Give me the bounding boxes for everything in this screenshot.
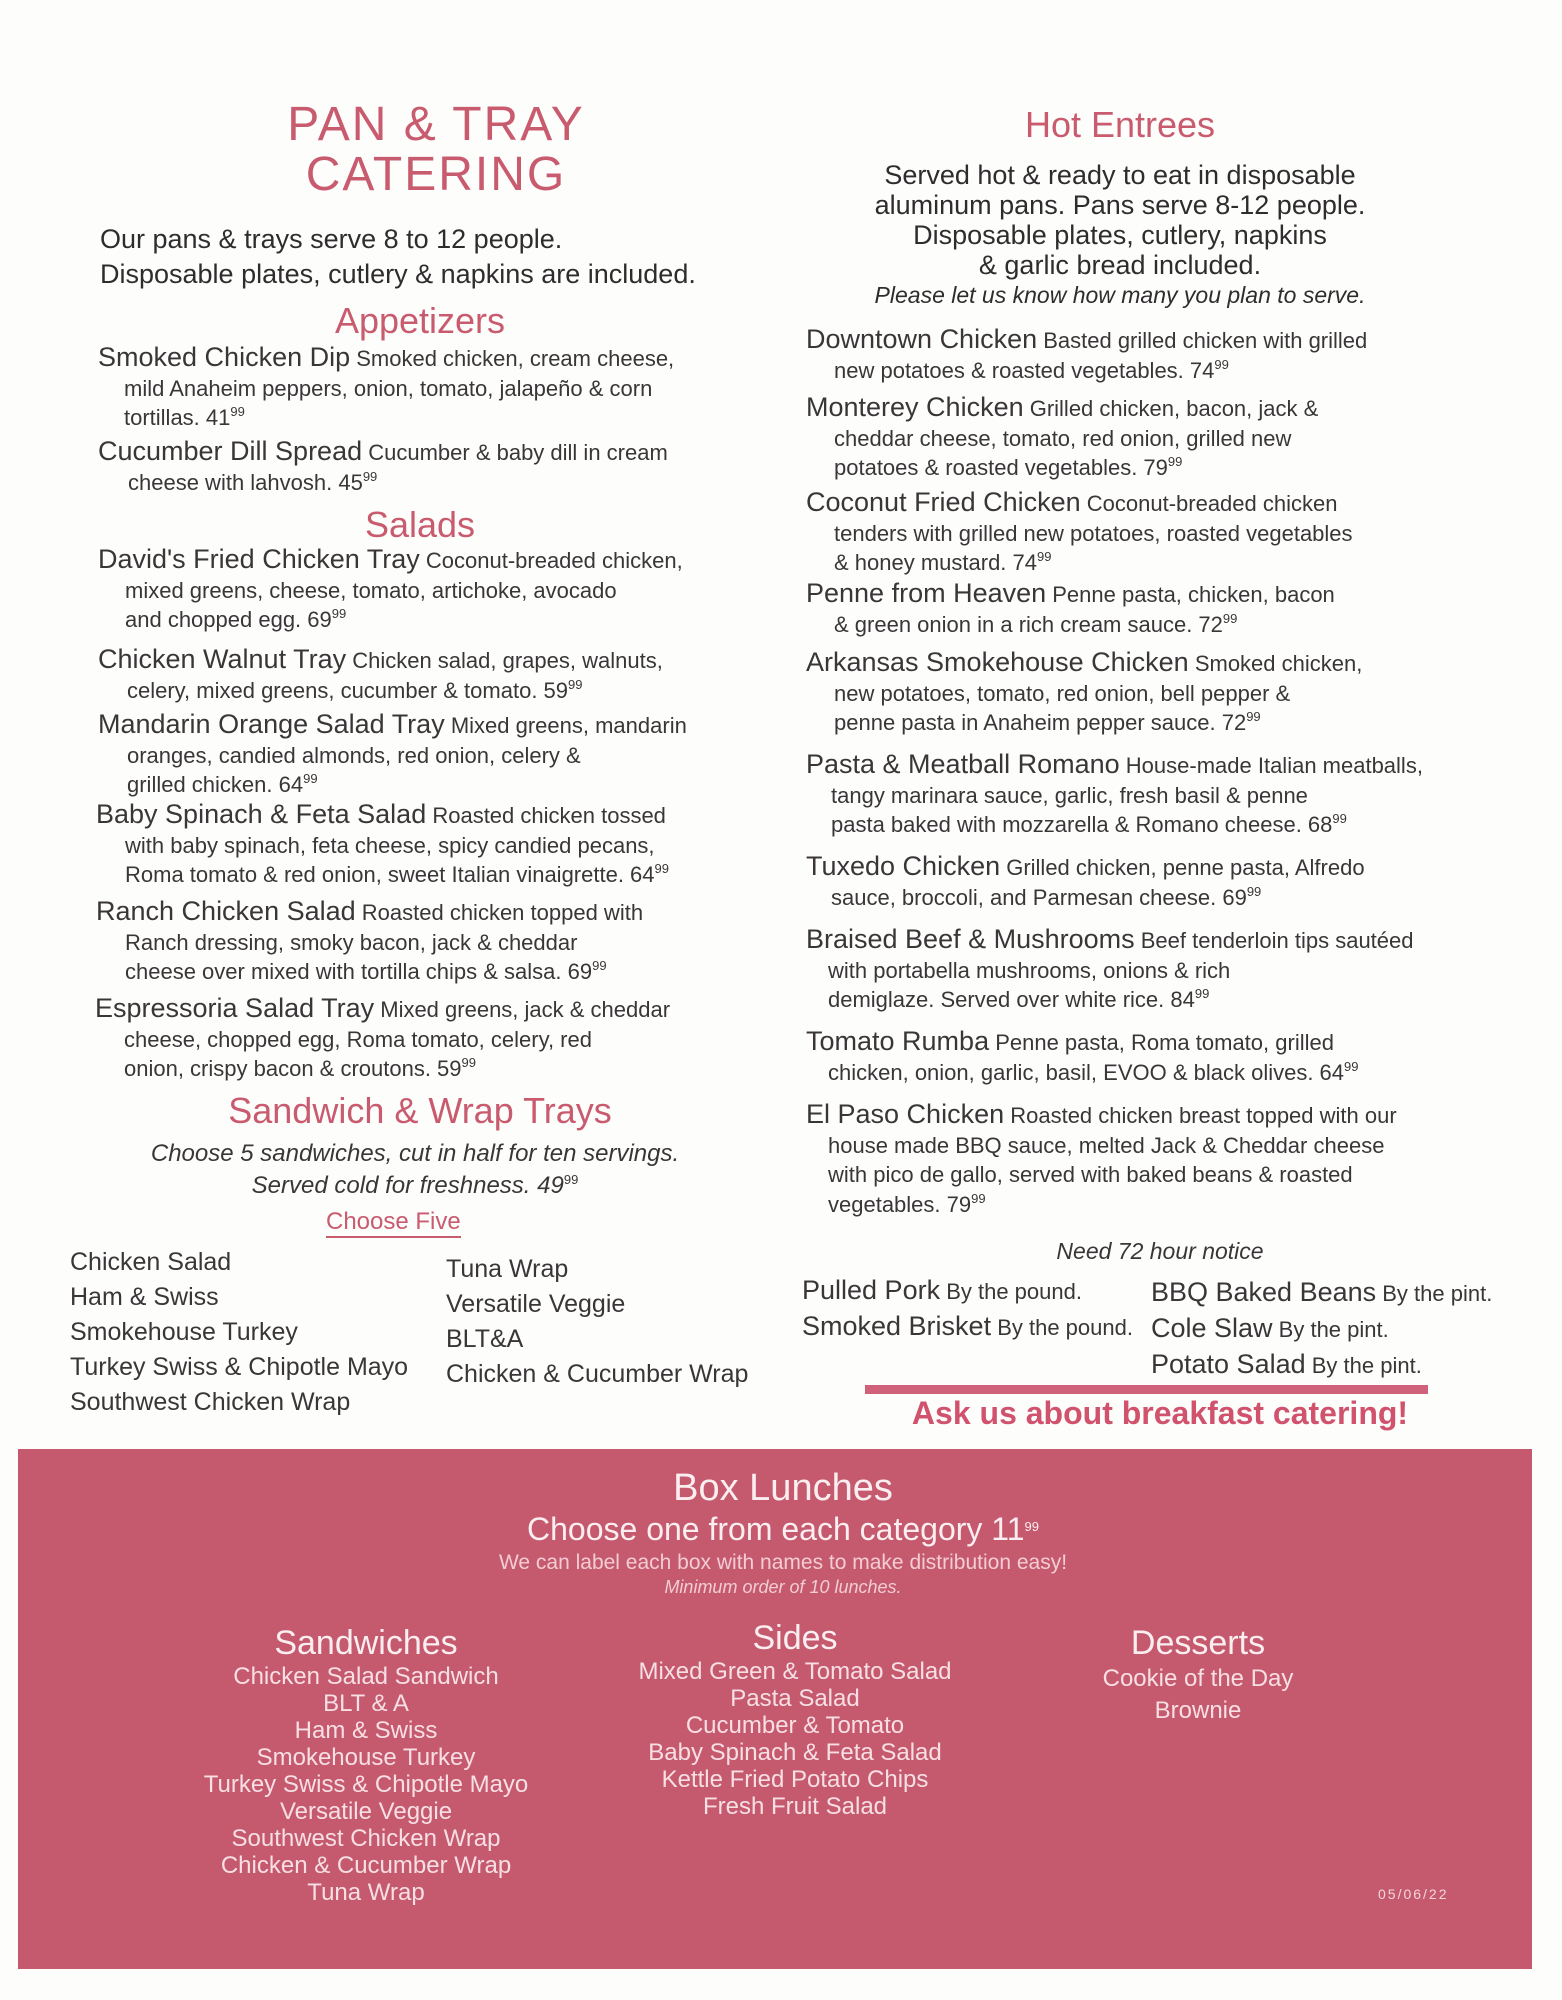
item-desc: with baby spinach, feta cheese, spicy candied pecans,: [125, 832, 655, 858]
item-name: Monterey Chicken: [806, 392, 1024, 422]
item-name: Smoked Chicken Dip: [98, 342, 351, 372]
item-price: tortillas. 41: [124, 405, 231, 430]
sandwich-list-1: [70, 1245, 408, 1420]
item-desc: house made BBQ sauce, melted Jack & Cheddar cheese: [828, 1132, 1385, 1158]
price-cents: 99: [362, 468, 378, 484]
item-price: & honey mustard. 74: [834, 550, 1038, 575]
box-sides: [595, 1619, 995, 1820]
menu-item: [806, 325, 1526, 385]
item-name: Pulled Pork: [802, 1275, 941, 1305]
price-cents: 99: [230, 404, 245, 419]
item-price: Roma tomato & red onion, sweet Italian vinaigrette. 64: [125, 862, 655, 887]
box-note: We can label each box with names to make distribution easy!: [498, 1551, 1068, 1574]
list-item: Mixed Green & Tomato Salad: [638, 1658, 952, 1685]
item-desc: cheddar cheese, tomato, red onion, grilled new: [834, 425, 1292, 451]
hot-entrees-heading: Hot Entrees: [1024, 104, 1216, 145]
menu-item: [96, 897, 786, 987]
sandwich-note: [70, 1138, 760, 1202]
item-desc: Smoked chicken,: [1188, 651, 1363, 676]
breakfast-callout: Ask us about breakfast catering!: [911, 1395, 1409, 1431]
notice-list-left: [802, 1273, 1162, 1345]
menu-item: [806, 648, 1526, 738]
list-item: Chicken Salad Sandwich: [233, 1663, 499, 1690]
hot-intro-line: Served hot & ready to eat in disposable: [884, 160, 1356, 190]
menu-item: [806, 750, 1546, 840]
item-desc: Beef tenderloin tips sautéed: [1134, 928, 1414, 953]
menu-item: [806, 925, 1526, 1015]
item-desc: oranges, candied almonds, red onion, celery &: [127, 742, 581, 768]
price-cents: 99: [331, 606, 347, 621]
sandwich-note-line: Choose 5 sandwiches, cut in half for ten servings.: [150, 1140, 680, 1167]
menu-item: [806, 579, 1526, 639]
item-name: Downtown Chicken: [806, 324, 1038, 354]
item-name: Chicken Walnut Tray: [98, 644, 347, 674]
list-item: Cucumber & Tomato: [685, 1712, 905, 1739]
item-desc: new potatoes, tomato, red onion, bell pepper &: [834, 680, 1291, 706]
item-desc: mixed greens, cheese, tomato, artichoke, avocado: [125, 577, 617, 603]
item-desc: Roasted chicken tossed: [426, 803, 666, 828]
price-cents: 99: [1246, 883, 1262, 899]
item-desc: Mixed greens, mandarin: [444, 713, 687, 738]
box-minimum: Minimum order of 10 lunches.: [664, 1577, 902, 1597]
item-unit: By the pound.: [940, 1279, 1082, 1304]
item-name: Penne from Heaven: [806, 578, 1047, 608]
item-desc: Chicken salad, grapes, walnuts,: [346, 648, 663, 673]
list-item: Turkey Swiss & Chipotle Mayo: [203, 1771, 529, 1798]
box-desserts: [1018, 1624, 1378, 1727]
desserts-heading: Desserts: [1130, 1624, 1266, 1662]
price-cents: 99: [971, 1190, 986, 1206]
list-item: Chicken & Cucumber Wrap: [220, 1852, 512, 1879]
notice-heading: Need 72 hour notice: [1056, 1238, 1264, 1264]
item-name: Coconut Fried Chicken: [806, 487, 1081, 517]
item-desc: Penne pasta, Roma tomato, grilled: [989, 1030, 1334, 1055]
price-cents: 99: [568, 676, 583, 692]
list-item: Versatile Veggie: [446, 1290, 626, 1318]
box-price: Choose one from each category 11: [527, 1511, 1025, 1547]
price-cents: 99: [563, 1172, 579, 1187]
item-desc: Smoked chicken, cream cheese,: [350, 346, 675, 371]
price-cents: 99: [1344, 1058, 1359, 1074]
list-item: Chicken & Cucumber Wrap: [446, 1360, 749, 1388]
item-name: Smoked Brisket: [802, 1311, 992, 1341]
price-cents: 99: [1246, 709, 1261, 724]
item-price: vegetables. 79: [828, 1191, 972, 1217]
divider: [865, 1385, 1428, 1394]
menu-item: [806, 852, 1526, 912]
item-name: Pasta & Meatball Romano: [806, 749, 1120, 779]
list-item: Kettle Fried Potato Chips: [661, 1766, 929, 1793]
item-desc: Roasted chicken topped with: [355, 900, 644, 925]
item-name: Mandarin Orange Salad Tray: [98, 709, 445, 739]
list-item: BLT & A: [323, 1690, 409, 1717]
menu-item: [98, 645, 778, 705]
item-price: new potatoes & roasted vegetables. 74: [834, 357, 1215, 383]
item-name: Tuxedo Chicken: [806, 851, 1001, 881]
menu-item: [95, 994, 785, 1084]
price-cents: 99: [1194, 986, 1210, 1001]
list-item: Pasta Salad: [730, 1685, 860, 1712]
sandwiches-heading: Sandwiches: [274, 1624, 458, 1662]
item-price: onion, crispy bacon & croutons. 59: [124, 1056, 462, 1081]
item-desc: Grilled chicken, bacon, jack &: [1023, 396, 1319, 421]
title-line-2: CATERING: [305, 148, 567, 201]
list-item: BLT&A: [446, 1325, 524, 1353]
item-desc: tangy marinara sauce, garlic, fresh basil & penne: [831, 782, 1308, 808]
title-line-1: PAN & TRAY: [287, 98, 585, 151]
item-name: Cucumber Dill Spread: [98, 436, 363, 466]
menu-item: [806, 1027, 1526, 1087]
choose-five-label: Choose Five: [326, 1208, 461, 1238]
item-desc: Coconut-breaded chicken,: [419, 548, 683, 573]
menu-item: [96, 800, 786, 890]
menu-item: [806, 488, 1526, 578]
price-cents: 99: [1037, 549, 1052, 564]
list-item: Cookie of the Day: [1102, 1665, 1294, 1692]
list-item: Smokehouse Turkey: [70, 1318, 298, 1346]
item-unit: By the pint.: [1305, 1353, 1422, 1378]
list-item: Smokehouse Turkey: [256, 1744, 476, 1771]
price-cents: 99: [1167, 454, 1183, 469]
hot-intro-line: & garlic bread included.: [978, 250, 1262, 280]
item-name: Tomato Rumba: [806, 1026, 990, 1056]
price-cents: 99: [303, 771, 318, 786]
list-item: Baby Spinach & Feta Salad: [648, 1739, 942, 1766]
list-item: Versatile Veggie: [279, 1798, 453, 1825]
list-item: Turkey Swiss & Chipotle Mayo: [70, 1353, 409, 1381]
item-name: BBQ Baked Beans: [1151, 1277, 1377, 1307]
item-name: Braised Beef & Mushrooms: [806, 924, 1135, 954]
hot-intro-line: aluminum pans. Pans serve 8-12 people.: [874, 190, 1366, 220]
item-desc: Roasted chicken breast topped with our: [1004, 1103, 1397, 1128]
box-subheading: [18, 1511, 1548, 1548]
item-price: cheese with lahvosh. 45: [128, 469, 363, 495]
price-cents: 99: [1222, 610, 1238, 626]
salads-heading: Salads: [364, 504, 476, 545]
item-price: chicken, onion, garlic, basil, EVOO & black olives. 64: [828, 1059, 1345, 1085]
hot-intro: [800, 160, 1440, 310]
page-title: [236, 100, 636, 200]
item-name: Potato Salad: [1151, 1349, 1306, 1379]
menu-item: [98, 437, 778, 497]
item-desc: Penne pasta, chicken, bacon: [1046, 582, 1335, 607]
sandwich-price: Served cold for freshness. 49: [251, 1172, 564, 1199]
item-price: grilled chicken. 64: [127, 772, 304, 797]
box-lunches-panel: [18, 1449, 1532, 1969]
item-name: Baby Spinach & Feta Salad: [96, 799, 427, 829]
hot-intro-note: Please let us know how many you plan to serve.: [874, 282, 1366, 308]
item-unit: By the pound.: [991, 1315, 1133, 1340]
item-name: David's Fried Chicken Tray: [98, 544, 420, 574]
item-desc: Coconut-breaded chicken: [1080, 491, 1338, 516]
item-price: pasta baked with mozzarella & Romano cheese. 68: [831, 812, 1333, 837]
list-item: Southwest Chicken Wrap: [70, 1388, 351, 1416]
item-price: cheese over mixed with tortilla chips & salsa. 69: [125, 959, 593, 984]
item-name: Ranch Chicken Salad: [96, 896, 356, 926]
list-item: Brownie: [1154, 1697, 1242, 1724]
appetizers-heading: Appetizers: [334, 300, 506, 341]
list-item: Chicken Salad: [70, 1248, 232, 1276]
item-price: penne pasta in Anaheim pepper sauce. 72: [834, 710, 1247, 735]
price-cents: 99: [1024, 1519, 1039, 1534]
menu-item: [98, 545, 778, 635]
price-cents: 99: [461, 1055, 476, 1070]
item-desc: with pico de gallo, served with baked beans & roasted: [828, 1162, 1353, 1187]
item-name: El Paso Chicken: [806, 1099, 1005, 1129]
list-item: Ham & Swiss: [294, 1717, 438, 1744]
item-name: Cole Slaw: [1151, 1313, 1273, 1343]
intro-text: [100, 222, 696, 292]
item-price: sauce, broccoli, and Parmesan cheese. 69: [831, 884, 1247, 910]
item-price: demiglaze. Served over white rice. 84: [828, 987, 1195, 1012]
list-item: Ham & Swiss: [70, 1283, 219, 1311]
item-desc: Basted grilled chicken with grilled: [1037, 328, 1368, 353]
menu-item: [806, 393, 1526, 483]
intro-line: Disposable plates, cutlery & napkins are included.: [100, 259, 696, 289]
price-cents: 99: [654, 861, 669, 876]
date-stamp: 05/06/22: [1378, 1886, 1449, 1902]
item-desc: with portabella mushrooms, onions & rich: [828, 957, 1231, 983]
item-desc: Mixed greens, jack & cheddar: [374, 997, 671, 1022]
item-price: and chopped egg. 69: [125, 607, 332, 632]
price-cents: 99: [1332, 811, 1347, 826]
sandwich-heading: Sandwich & Wrap Trays: [228, 1090, 612, 1131]
price-cents: 99: [592, 958, 607, 973]
item-desc: tenders with grilled new potatoes, roasted vegetables: [834, 520, 1353, 546]
item-desc: mild Anaheim peppers, onion, tomato, jalapeño & corn: [124, 375, 653, 401]
menu-item: [806, 1100, 1526, 1219]
notice-list-right: [1151, 1275, 1531, 1383]
sides-heading: Sides: [752, 1619, 838, 1657]
menu-item: [98, 343, 778, 433]
intro-line: Our pans & trays serve 8 to 12 people.: [100, 224, 563, 254]
list-item: Southwest Chicken Wrap: [231, 1825, 501, 1852]
item-price: & green onion in a rich cream sauce. 72: [834, 611, 1223, 637]
item-desc: Cucumber & baby dill in cream: [362, 440, 668, 465]
item-unit: By the pint.: [1376, 1281, 1493, 1306]
list-item: Tuna Wrap: [307, 1879, 425, 1906]
item-price: potatoes & roasted vegetables. 79: [834, 455, 1168, 480]
item-price: celery, mixed greens, cucumber & tomato. 59: [127, 677, 569, 703]
item-name: Espressoria Salad Tray: [95, 993, 375, 1023]
box-sandwiches: [166, 1624, 566, 1906]
item-desc: House-made Italian meatballs,: [1119, 753, 1423, 778]
menu-item: [98, 710, 778, 800]
item-name: Arkansas Smokehouse Chicken: [806, 647, 1189, 677]
list-item: Fresh Fruit Salad: [702, 1793, 888, 1820]
list-item: Tuna Wrap: [446, 1255, 569, 1283]
item-desc: Grilled chicken, penne pasta, Alfredo: [1000, 855, 1365, 880]
box-heading: Box Lunches: [673, 1467, 893, 1509]
price-cents: 99: [1214, 356, 1229, 372]
hot-intro-line: Disposable plates, cutlery, napkins: [913, 220, 1327, 250]
item-desc: Ranch dressing, smoky bacon, jack & cheddar: [125, 929, 578, 955]
item-desc: cheese, chopped egg, Roma tomato, celery, red: [124, 1026, 592, 1052]
sandwich-list-2: [446, 1252, 748, 1392]
item-unit: By the pint.: [1272, 1317, 1389, 1342]
